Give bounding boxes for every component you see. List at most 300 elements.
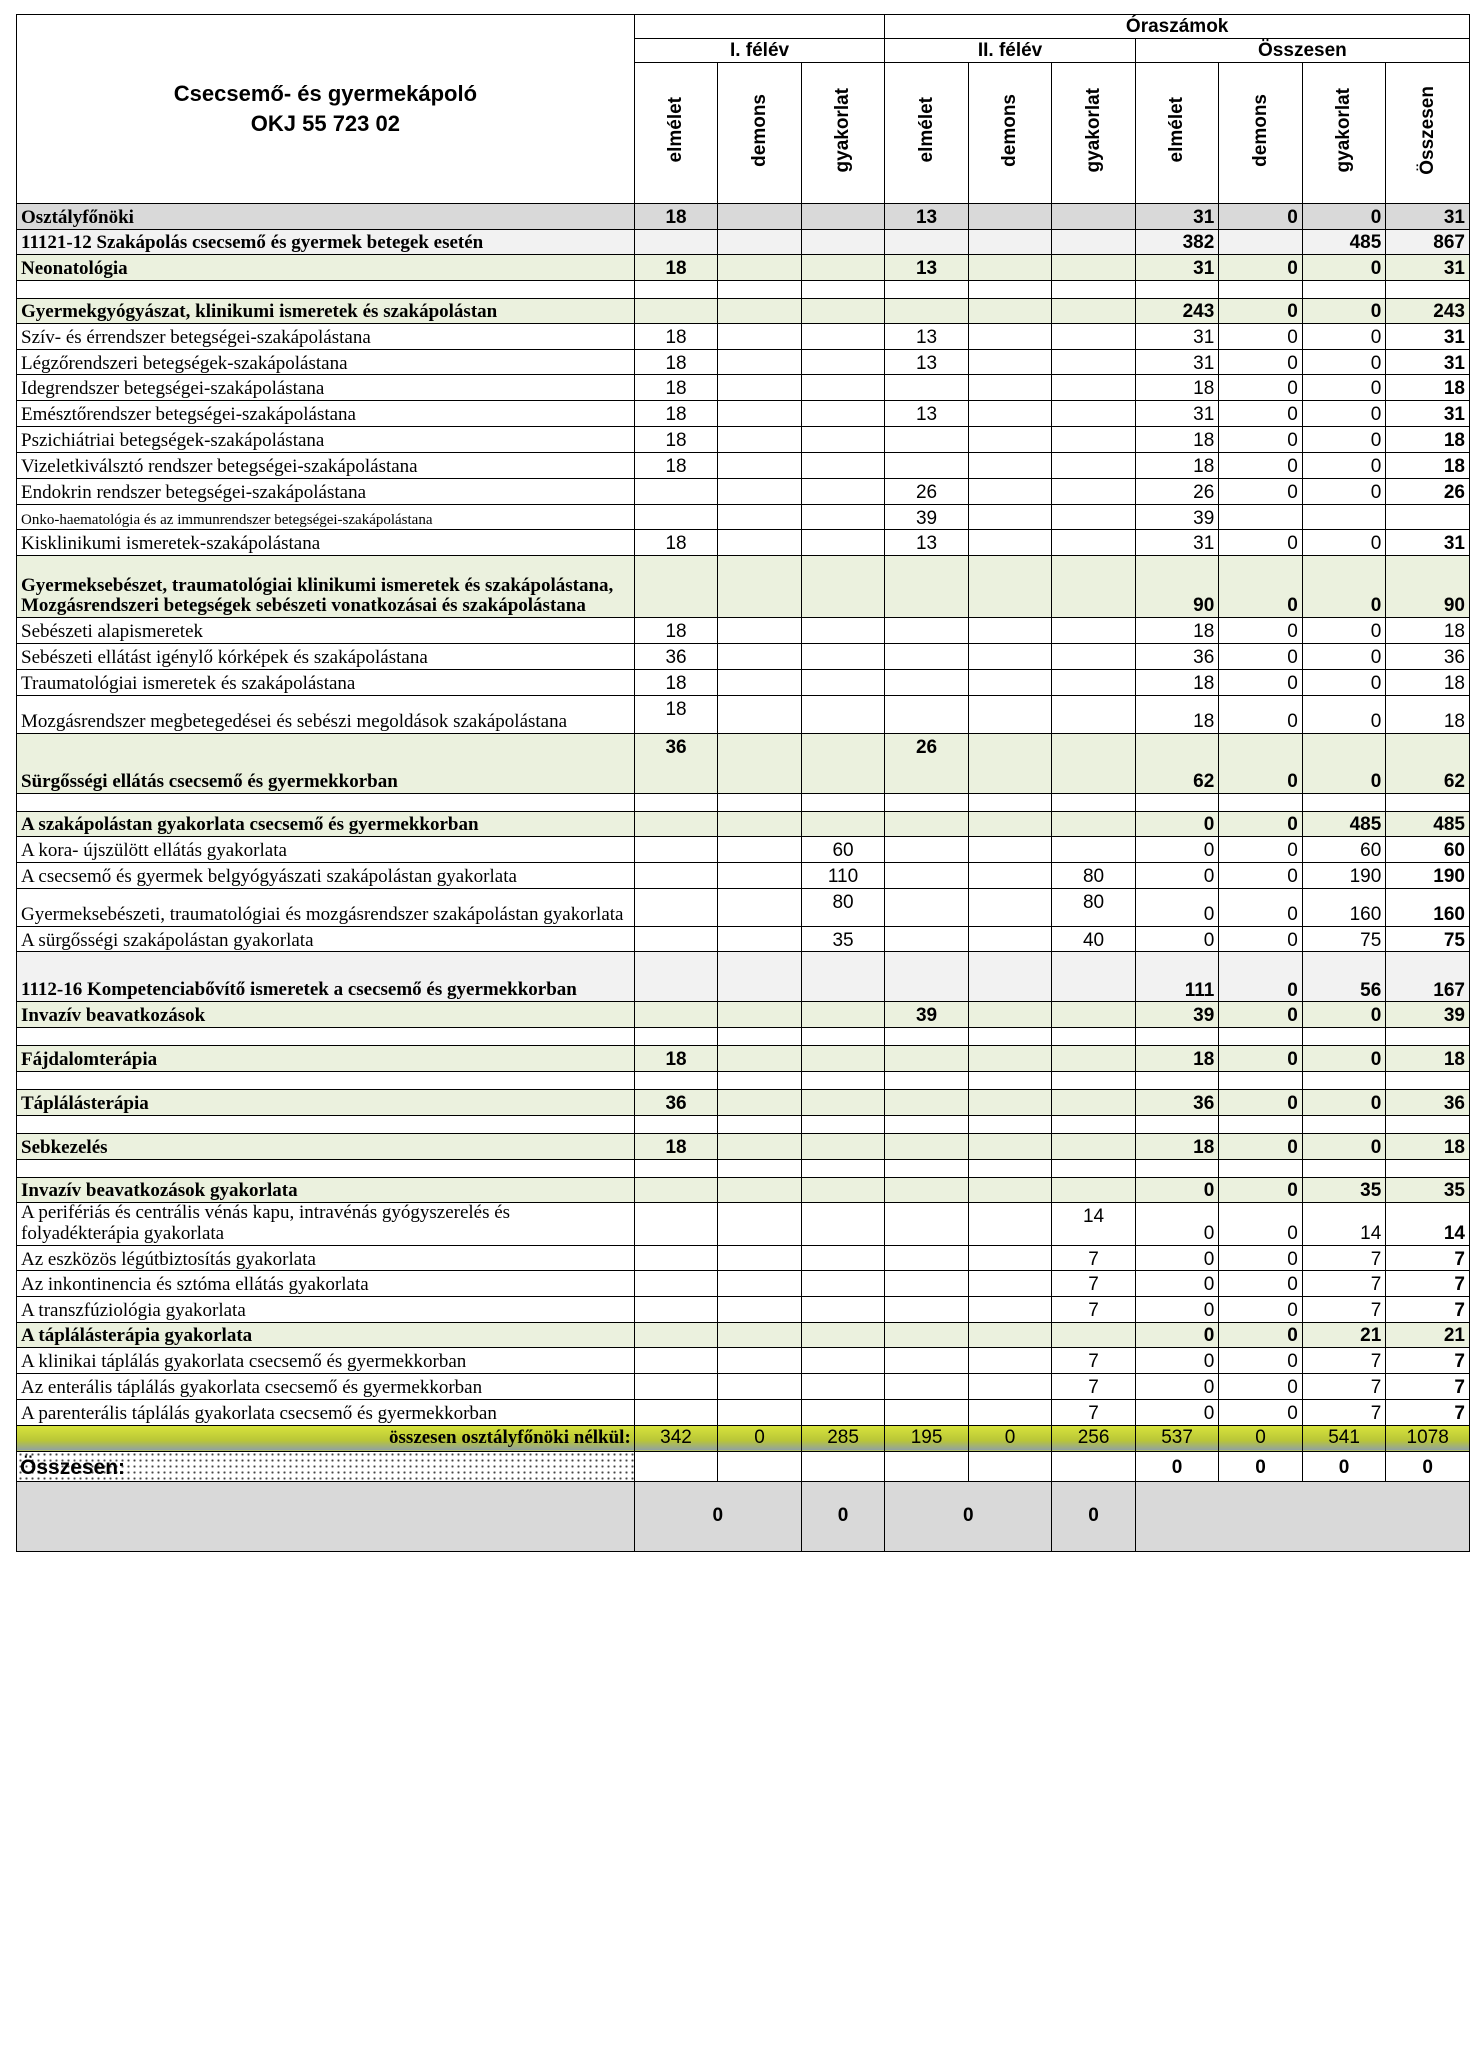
- hours-cell: [718, 1373, 802, 1399]
- hours-cell: [968, 280, 1052, 298]
- hours-cell: [634, 811, 718, 836]
- sum-cell: 0: [1219, 1425, 1303, 1451]
- hours-cell: 39: [885, 504, 969, 530]
- total-cell: 7: [1386, 1297, 1470, 1323]
- hours-cell: 18: [634, 375, 718, 401]
- hours-cell: [968, 644, 1052, 670]
- hours-cell: [885, 836, 969, 862]
- hours-cell: [1052, 375, 1136, 401]
- total-cell: 0: [1219, 1046, 1303, 1072]
- hours-cell: [801, 1373, 885, 1399]
- hours-cell: [1052, 530, 1136, 556]
- row-label: Idegrendszer betegségei-szakápolástana: [17, 375, 635, 401]
- row-label: 1112-16 Kompetenciabővítő ismeretek a csecsemő és gyermekkorban: [17, 952, 635, 1002]
- sum-cell: 0: [718, 1425, 802, 1451]
- row-label: [17, 280, 635, 298]
- hours-cell: [1052, 401, 1136, 427]
- spacer-row: [17, 1028, 1470, 1046]
- total-cell: 0: [1302, 323, 1386, 349]
- hours-cell: [1052, 669, 1136, 695]
- table-row: [17, 1133, 1470, 1159]
- hours-cell: 36: [634, 644, 718, 670]
- program-title-cell: [17, 15, 635, 204]
- hours-cell: [885, 1159, 969, 1177]
- total-cell: 0: [1135, 1271, 1219, 1297]
- total-cell: 0: [1302, 254, 1386, 280]
- hours-cell: [718, 644, 802, 670]
- subcol-header: [1052, 63, 1136, 204]
- hours-cell: 18: [634, 530, 718, 556]
- row-label: [17, 1115, 635, 1133]
- hours-cell: 18: [634, 695, 718, 733]
- hours-cell: [1052, 478, 1136, 504]
- total-cell: 0: [1219, 204, 1303, 230]
- total-cell: 18: [1386, 1133, 1470, 1159]
- total-cell: 90: [1386, 556, 1470, 618]
- table-row: [17, 1002, 1470, 1028]
- total-cell: 14: [1386, 1202, 1470, 1245]
- total-cell: 31: [1386, 401, 1470, 427]
- blank-cell: [801, 1451, 885, 1481]
- hours-cell: [718, 1046, 802, 1072]
- table-row: [17, 504, 1470, 530]
- hours-cell: [634, 1271, 718, 1297]
- hours-cell: [968, 1002, 1052, 1028]
- subcol-header: [1219, 63, 1303, 204]
- hours-cell: [634, 1373, 718, 1399]
- hours-cell: [1052, 280, 1136, 298]
- total-cell: 0: [1302, 1090, 1386, 1116]
- hours-cell: [801, 1399, 885, 1425]
- hours-cell: [1052, 349, 1136, 375]
- hours-cell: [968, 1297, 1052, 1323]
- total-cell: 0: [1219, 1373, 1303, 1399]
- hours-cell: [801, 793, 885, 811]
- total-cell: 0: [1219, 556, 1303, 618]
- table-row: [17, 427, 1470, 453]
- hours-cell: [718, 836, 802, 862]
- table-row: [17, 530, 1470, 556]
- total-cell: [1302, 1159, 1386, 1177]
- row-label: A transzfúziológia gyakorlata: [17, 1297, 635, 1323]
- total-cell: [1219, 229, 1303, 254]
- total-cell: 485: [1302, 229, 1386, 254]
- hours-cell: [634, 862, 718, 888]
- total-cell: 62: [1135, 733, 1219, 793]
- blank-cell: [718, 1451, 802, 1481]
- hours-cell: [968, 204, 1052, 230]
- hours-cell: [885, 280, 969, 298]
- hours-cell: 13: [885, 323, 969, 349]
- row-label: Az inkontinencia és sztóma ellátás gyakorlata: [17, 1271, 635, 1297]
- total-cell: 7: [1302, 1373, 1386, 1399]
- sum-cell: 0: [968, 1425, 1052, 1451]
- hours-cell: [968, 1115, 1052, 1133]
- total-cell: 243: [1135, 298, 1219, 323]
- row-label: Sebészeti ellátást igénylő kórképek és szakápolástana: [17, 644, 635, 670]
- hours-cell: [718, 530, 802, 556]
- total-cell: 0: [1219, 1297, 1303, 1323]
- hours-cell: 13: [885, 254, 969, 280]
- hours-cell: [885, 427, 969, 453]
- total-cell: 18: [1135, 375, 1219, 401]
- hours-cell: [968, 1202, 1052, 1245]
- total-cell: [1219, 280, 1303, 298]
- total-cell: 0: [1219, 1133, 1303, 1159]
- hours-cell: [968, 733, 1052, 793]
- hours-cell: 18: [634, 427, 718, 453]
- total-cell: 0: [1135, 1202, 1219, 1245]
- hours-cell: [885, 695, 969, 733]
- total-cell: 0: [1219, 1271, 1303, 1297]
- subcol-header-label: elmélet: [915, 97, 937, 163]
- total-cell: 31: [1386, 204, 1470, 230]
- total-cell: 867: [1386, 229, 1470, 254]
- hours-cell: [1052, 811, 1136, 836]
- hours-cell: [968, 229, 1052, 254]
- hours-cell: [718, 349, 802, 375]
- hours-cell: [801, 1159, 885, 1177]
- hours-cell: [968, 375, 1052, 401]
- hours-cell: [968, 952, 1052, 1002]
- hours-cell: [801, 1028, 885, 1046]
- hours-cell: [718, 427, 802, 453]
- hours-cell: [968, 1159, 1052, 1177]
- total-cell: 0: [1135, 836, 1219, 862]
- row-label: 11121-12 Szakápolás csecsemő és gyermek betegek esetén: [17, 229, 635, 254]
- total-cell: 18: [1135, 452, 1219, 478]
- hours-cell: 18: [634, 401, 718, 427]
- hours-cell: [801, 1177, 885, 1202]
- hours-cell: [885, 1090, 969, 1116]
- row-label: Pszichiátriai betegségek-szakápolástana: [17, 427, 635, 453]
- hours-cell: [885, 1245, 969, 1271]
- hours-cell: [801, 952, 885, 1002]
- subcol-header-label: Összesen: [1416, 85, 1438, 175]
- row-label: Invazív beavatkozások: [17, 1002, 635, 1028]
- table-row: [17, 1323, 1470, 1348]
- total-cell: 0: [1219, 427, 1303, 453]
- row-label: A csecsemő és gyermek belgyógyászati szakápolástan gyakorlata: [17, 862, 635, 888]
- grand-total-cell: 0: [1386, 1451, 1470, 1481]
- hours-cell: [634, 478, 718, 504]
- row-label: Emésztőrendszer betegségei-szakápolástana: [17, 401, 635, 427]
- table-row: [17, 1046, 1470, 1072]
- hours-cell: [885, 888, 969, 926]
- hours-cell: [634, 1028, 718, 1046]
- hours-cell: [718, 204, 802, 230]
- hours-cell: 18: [634, 618, 718, 644]
- row-label: A szakápolástan gyakorlata csecsemő és gyermekkorban: [17, 811, 635, 836]
- hours-cell: 36: [634, 1090, 718, 1116]
- table-row: [17, 1271, 1470, 1297]
- total-cell: 7: [1386, 1271, 1470, 1297]
- hours-cell: [718, 1245, 802, 1271]
- semester-2-header: II. félév: [885, 39, 1136, 63]
- row-label: Vizeletkiválsztó rendszer betegségei-szakápolástana: [17, 452, 635, 478]
- hours-cell: 80: [1052, 888, 1136, 926]
- hours-cell: [718, 323, 802, 349]
- hours-cell: [634, 1245, 718, 1271]
- hours-cell: [968, 669, 1052, 695]
- hours-cell: [885, 452, 969, 478]
- total-cell: 0: [1219, 926, 1303, 952]
- row-label: Az enterális táplálás gyakorlata csecsemő és gyermekkorban: [17, 1373, 635, 1399]
- hours-cell: [968, 836, 1052, 862]
- row-label: [17, 1159, 635, 1177]
- hours-cell: 7: [1052, 1348, 1136, 1374]
- row-label: Mozgásrendszer megbetegedései és sebészi megoldások szakápolástana: [17, 695, 635, 733]
- hours-cell: [1052, 1028, 1136, 1046]
- hours-cell: [718, 1159, 802, 1177]
- hours-cell: [801, 1348, 885, 1374]
- hours-cell: [968, 298, 1052, 323]
- grand-total-row: [17, 1451, 1470, 1481]
- subcol-header-label: gyakorlat: [1333, 87, 1355, 173]
- hours-cell: [634, 556, 718, 618]
- hours-cell: 60: [801, 836, 885, 862]
- total-cell: [1386, 793, 1470, 811]
- sum-cell: 342: [634, 1425, 718, 1451]
- row-label: A kora- újszülött ellátás gyakorlata: [17, 836, 635, 862]
- table-row: [17, 349, 1470, 375]
- hours-cell: 18: [634, 254, 718, 280]
- total-cell: 0: [1135, 811, 1219, 836]
- total-cell: [1386, 504, 1470, 530]
- hours-cell: [634, 1177, 718, 1202]
- hours-cell: [885, 1297, 969, 1323]
- row-label: Endokrin rendszer betegségei-szakápolástana: [17, 478, 635, 504]
- total-cell: 75: [1386, 926, 1470, 952]
- hours-cell: [885, 229, 969, 254]
- total-cell: 160: [1302, 888, 1386, 926]
- table-row: [17, 695, 1470, 733]
- row-label: Sürgősségi ellátás csecsemő és gyermekkorban: [17, 733, 635, 793]
- hours-cell: [968, 1373, 1052, 1399]
- total-cell: 0: [1302, 204, 1386, 230]
- total-cell: [1302, 280, 1386, 298]
- total-cell: 31: [1135, 254, 1219, 280]
- total-cell: 26: [1386, 478, 1470, 504]
- total-cell: 0: [1219, 323, 1303, 349]
- total-cell: 18: [1386, 695, 1470, 733]
- total-cell: 31: [1135, 530, 1219, 556]
- hours-cell: [801, 530, 885, 556]
- hours-cell: [634, 1202, 718, 1245]
- hours-cell: 26: [885, 733, 969, 793]
- hours-cell: [1052, 618, 1136, 644]
- total-cell: 18: [1135, 1046, 1219, 1072]
- hours-cell: [634, 298, 718, 323]
- table-row: [17, 926, 1470, 952]
- hours-cell: [801, 349, 885, 375]
- hours-cell: [885, 862, 969, 888]
- hours-cell: [885, 375, 969, 401]
- row-label: Sebkezelés: [17, 1133, 635, 1159]
- hours-cell: [1052, 1177, 1136, 1202]
- hours-cell: [718, 375, 802, 401]
- total-cell: [1302, 1028, 1386, 1046]
- hours-cell: [718, 669, 802, 695]
- row-label: Gyermeksebészeti, traumatológiai és mozgásrendszer szakápolástan gyakorlata: [17, 888, 635, 926]
- total-cell: 7: [1386, 1245, 1470, 1271]
- hours-cell: [718, 452, 802, 478]
- row-label: A perifériás és centrális vénás kapu, intravénás gyógyszerelés és folyadékterápia gyakorlata: [17, 1202, 635, 1245]
- hours-cell: [968, 1271, 1052, 1297]
- total-cell: 7: [1386, 1348, 1470, 1374]
- hours-cell: [801, 452, 885, 478]
- total-cell: 60: [1386, 836, 1470, 862]
- hours-cell: [885, 1115, 969, 1133]
- total-cell: 0: [1219, 375, 1303, 401]
- total-cell: 0: [1219, 644, 1303, 670]
- hours-cell: [885, 1028, 969, 1046]
- hours-cell: [1052, 556, 1136, 618]
- subcol-header-label: elmélet: [665, 97, 687, 163]
- hours-cell: [801, 1133, 885, 1159]
- hours-cell: [968, 349, 1052, 375]
- table-row: [17, 452, 1470, 478]
- hours-cell: 13: [885, 401, 969, 427]
- table-body: [17, 204, 1470, 1426]
- hours-cell: [1052, 1133, 1136, 1159]
- row-label: Invazív beavatkozások gyakorlata: [17, 1177, 635, 1202]
- total-cell: 18: [1386, 452, 1470, 478]
- total-cell: 21: [1386, 1323, 1470, 1348]
- table-footer: [17, 1425, 1470, 1551]
- hours-cell: [718, 1002, 802, 1028]
- hours-cell: [1052, 427, 1136, 453]
- hours-cell: [1052, 298, 1136, 323]
- subcol-header-label: demons: [1249, 93, 1271, 167]
- hours-cell: [968, 926, 1052, 952]
- hours-cell: [718, 1090, 802, 1116]
- subcol-header: [634, 63, 718, 204]
- hours-cell: [1052, 504, 1136, 530]
- hours-cell: 13: [885, 349, 969, 375]
- table-row: [17, 254, 1470, 280]
- total-cell: 0: [1302, 669, 1386, 695]
- row-label: Táplálásterápia: [17, 1090, 635, 1116]
- total-cell: 0: [1219, 530, 1303, 556]
- hours-cell: [968, 618, 1052, 644]
- hours-cell: [1052, 733, 1136, 793]
- total-cell: 18: [1135, 1133, 1219, 1159]
- program-name: Csecsemő- és gyermekápoló: [173, 81, 478, 107]
- hours-cell: [885, 1046, 969, 1072]
- semester-1-header: I. félév: [634, 39, 885, 63]
- total-cell: 0: [1219, 1090, 1303, 1116]
- total-cell: 39: [1135, 1002, 1219, 1028]
- table-row: [17, 204, 1470, 230]
- total-cell: 0: [1219, 836, 1303, 862]
- table-row: [17, 1245, 1470, 1271]
- hours-cell: [968, 452, 1052, 478]
- hours-cell: [885, 618, 969, 644]
- total-cell: 0: [1219, 1399, 1303, 1425]
- total-cell: 36: [1135, 1090, 1219, 1116]
- total-cell: 0: [1302, 349, 1386, 375]
- row-label: [17, 793, 635, 811]
- hours-cell: [634, 793, 718, 811]
- grand-total-cell: 0: [1302, 1451, 1386, 1481]
- subcol-header: [968, 63, 1052, 204]
- blank-cell: [968, 1451, 1052, 1481]
- hours-cell: [801, 1297, 885, 1323]
- hours-cell: [885, 1323, 969, 1348]
- total-cell: [1302, 1072, 1386, 1090]
- total-cell: 0: [1219, 1348, 1303, 1374]
- spacer-row: [17, 1159, 1470, 1177]
- hours-cell: [1052, 452, 1136, 478]
- subcol-header-label: gyakorlat: [832, 87, 854, 173]
- total-cell: 0: [1135, 1245, 1219, 1271]
- total-cell: 0: [1219, 888, 1303, 926]
- hours-cell: [718, 504, 802, 530]
- hours-cell: [718, 862, 802, 888]
- total-cell: 0: [1219, 695, 1303, 733]
- table-row: [17, 733, 1470, 793]
- total-cell: [1302, 793, 1386, 811]
- hours-cell: [634, 1297, 718, 1323]
- header-blank: [634, 15, 885, 39]
- total-cell: 167: [1386, 952, 1470, 1002]
- hours-cell: [801, 1115, 885, 1133]
- total-cell: [1219, 504, 1303, 530]
- hours-cell: [1052, 793, 1136, 811]
- hours-cell: [968, 478, 1052, 504]
- subcol-header-label: gyakorlat: [1082, 87, 1104, 173]
- hours-cell: [718, 926, 802, 952]
- total-cell: 0: [1302, 298, 1386, 323]
- subcol-header: [1302, 63, 1386, 204]
- hours-cell: 40: [1052, 926, 1136, 952]
- row-label: Osztályfőnöki: [17, 204, 635, 230]
- table-row: [17, 952, 1470, 1002]
- hours-cell: 18: [634, 452, 718, 478]
- hours-cell: 7: [1052, 1245, 1136, 1271]
- row-label: A klinikai táplálás gyakorlata csecsemő és gyermekkorban: [17, 1348, 635, 1374]
- hours-cell: [801, 1046, 885, 1072]
- total-cell: 0: [1219, 733, 1303, 793]
- hours-cell: [968, 1133, 1052, 1159]
- hours-cell: [801, 229, 885, 254]
- grand-total-cell: 0: [1135, 1451, 1219, 1481]
- total-cell: 31: [1135, 204, 1219, 230]
- hours-cell: [968, 1028, 1052, 1046]
- hours-cell: [968, 888, 1052, 926]
- hours-cell: [718, 618, 802, 644]
- hours-cell: [634, 1323, 718, 1348]
- total-cell: [1386, 1159, 1470, 1177]
- total-cell: 7: [1386, 1399, 1470, 1425]
- subcol-header-label: demons: [999, 93, 1021, 167]
- total-cell: 0: [1219, 1245, 1303, 1271]
- total-cell: [1302, 504, 1386, 530]
- grand-total-cell: 0: [1219, 1451, 1303, 1481]
- total-cell: 39: [1135, 504, 1219, 530]
- total-cell: 0: [1302, 1046, 1386, 1072]
- sum-row: [17, 1425, 1470, 1451]
- hours-cell: [885, 1202, 969, 1245]
- hours-cell: 18: [634, 669, 718, 695]
- total-cell: 0: [1302, 618, 1386, 644]
- hours-cell: [718, 254, 802, 280]
- subcol-header: [1135, 63, 1219, 204]
- curriculum-table: [16, 14, 1470, 1552]
- total-cell: 485: [1302, 811, 1386, 836]
- total-cell: 18: [1135, 427, 1219, 453]
